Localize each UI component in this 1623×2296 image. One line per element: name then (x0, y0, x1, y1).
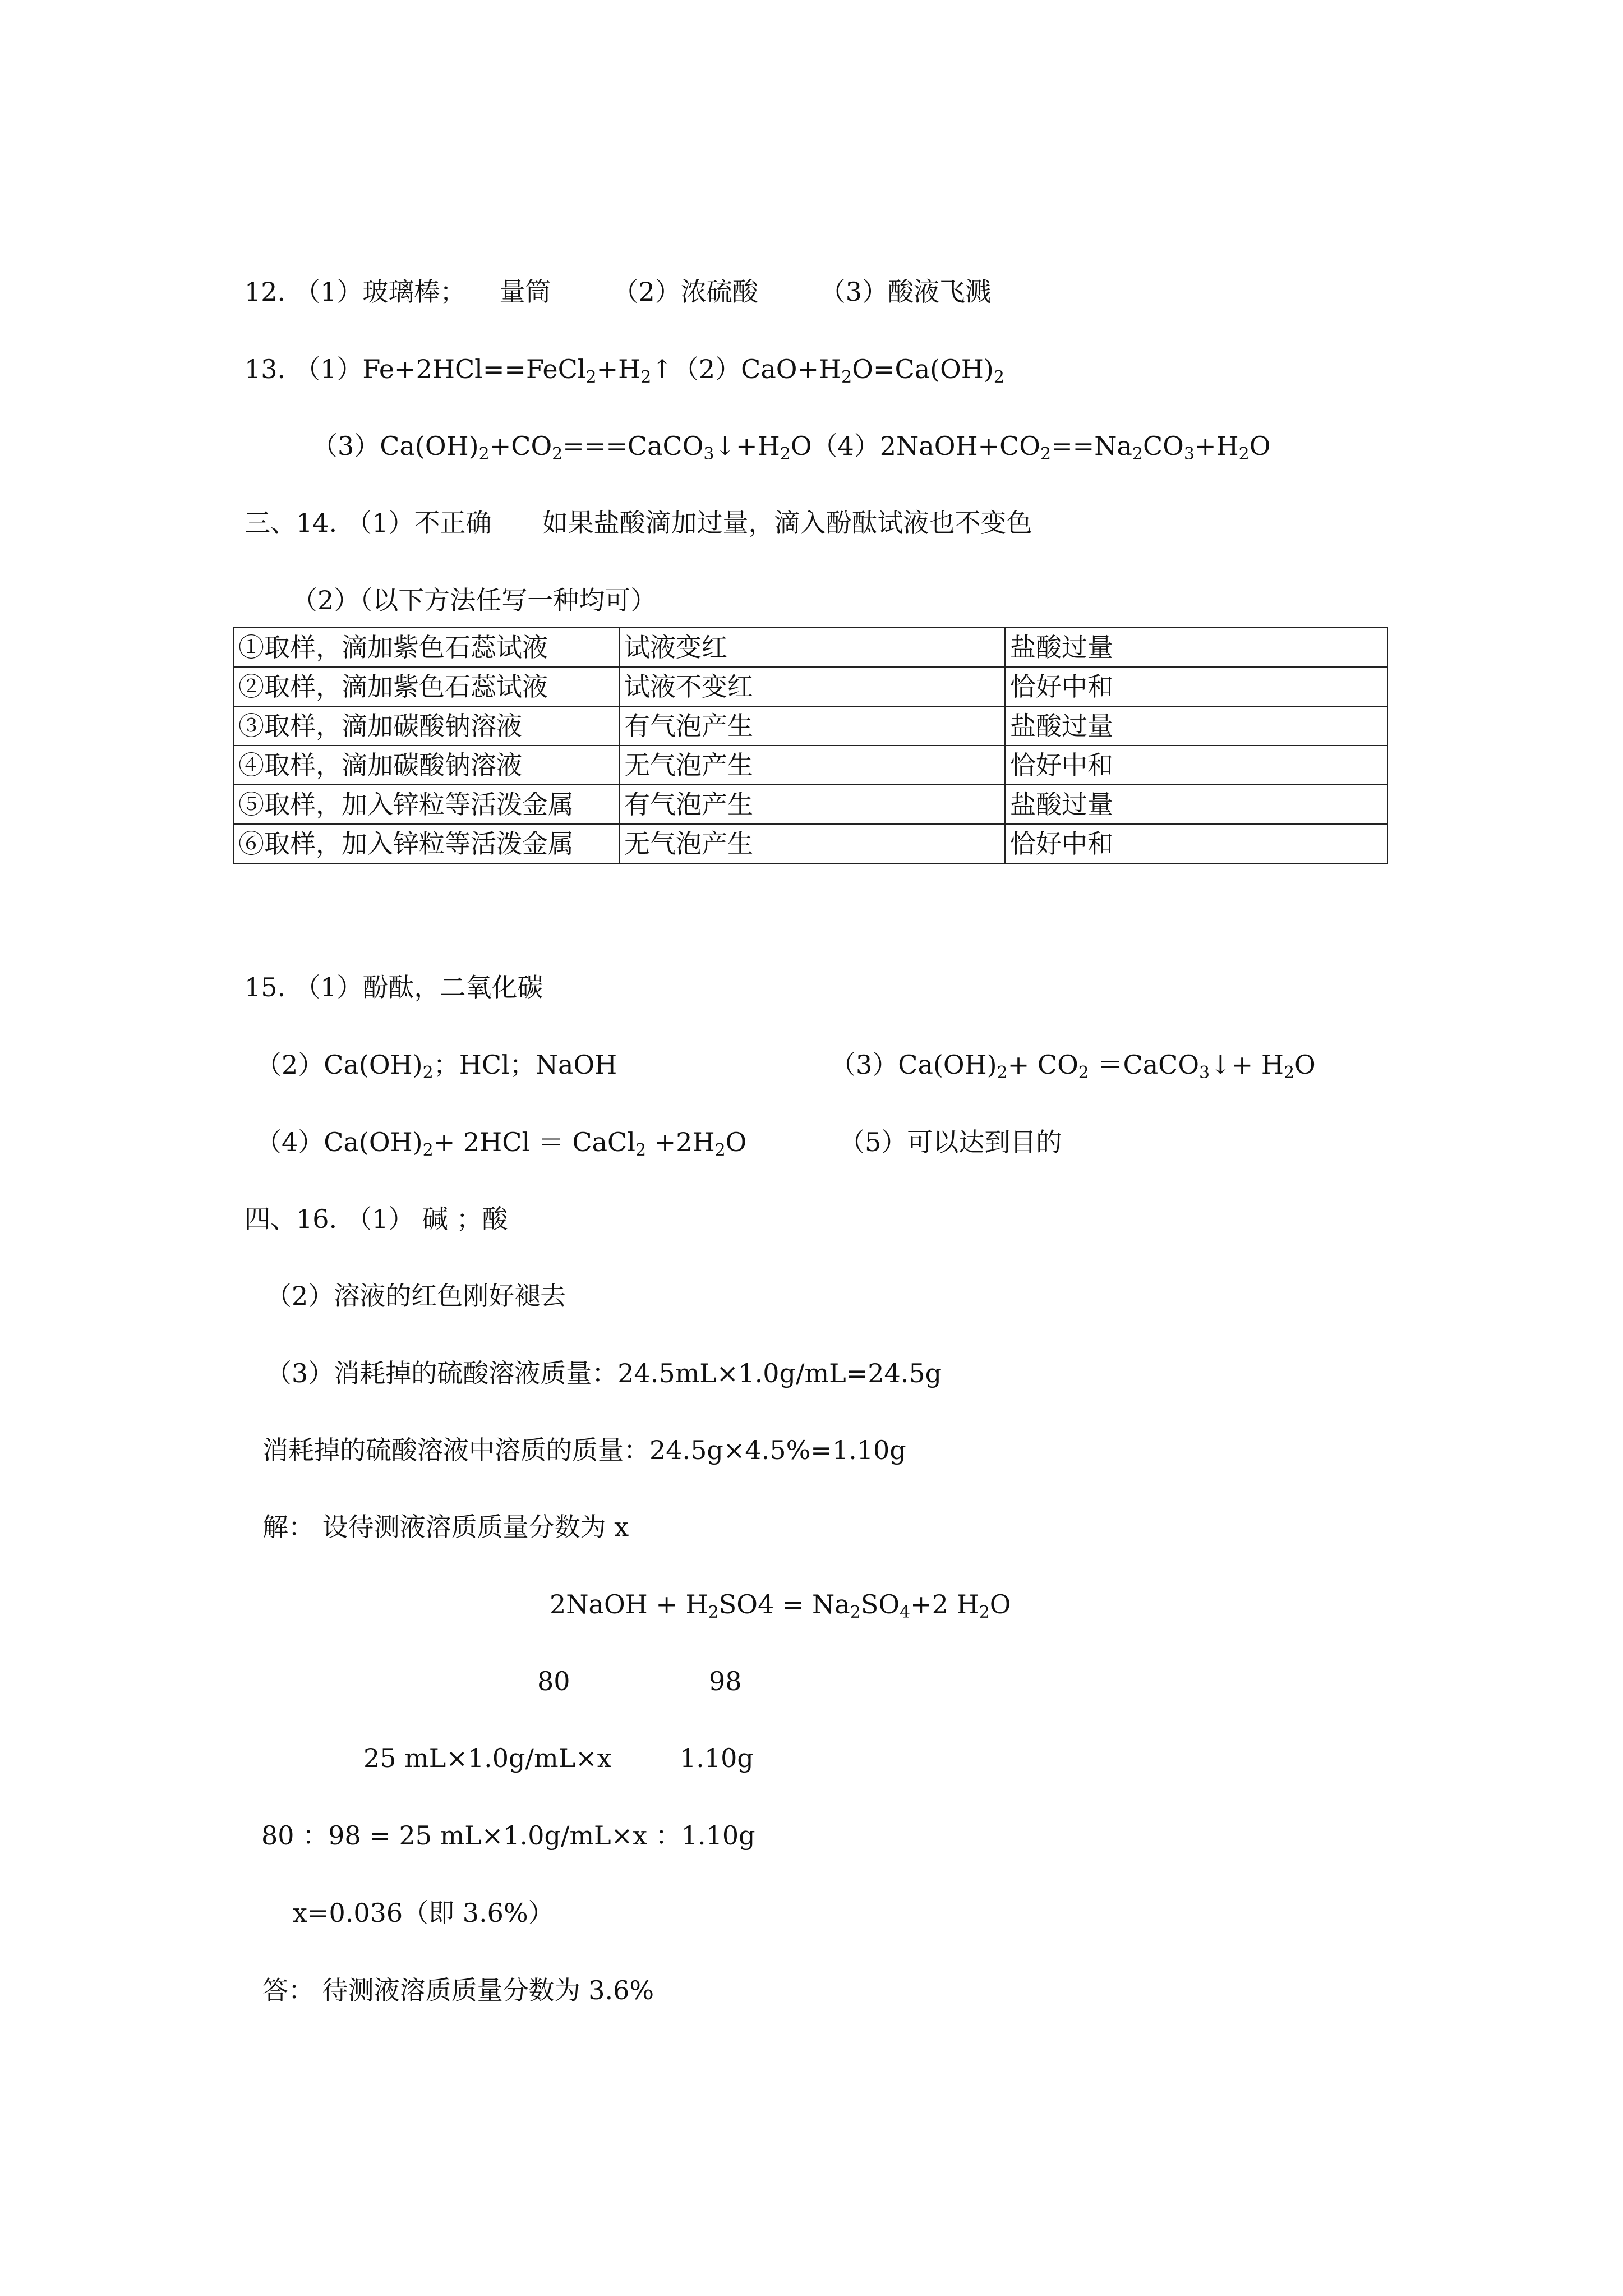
q13-line-1 (245, 352, 1004, 386)
method-table (233, 627, 1388, 864)
q14-line-2 (292, 583, 656, 617)
answer-part: （1）玻璃棒； (294, 277, 466, 307)
question-number: 13. (245, 354, 286, 384)
equation-text: ↓+ H (1210, 1050, 1284, 1080)
molar-mass: 98 (709, 1666, 742, 1696)
equation-text: ==Na (1051, 431, 1132, 461)
answer-part: （1）酚酞，二氧化碳 (294, 972, 543, 1002)
equation-text: O=Ca(OH) (852, 354, 994, 384)
result-line (293, 1896, 554, 1930)
equation-text: ===CaCO (562, 431, 704, 461)
answer-part: （2）溶液的红色刚好褪去 (266, 1281, 566, 1311)
answer-part: （2）（以下方法任写一种均可） (292, 585, 657, 615)
subscript: 2 (841, 367, 852, 387)
q16-line-5 (262, 1510, 629, 1544)
table-cell-method: ③取样，滴加碳酸钠溶液 (233, 706, 619, 746)
equation-text: O (1294, 1050, 1316, 1080)
subscript: 2 (714, 1140, 726, 1160)
equation-text: O (725, 1127, 747, 1157)
table-cell-method: ⑤取样，加入锌粒等活泼金属 (233, 785, 619, 824)
q15-line-1 (245, 970, 543, 1004)
equation-text: ↓+H (714, 431, 780, 461)
subscript: 2 (708, 1603, 719, 1622)
subscript: 2 (478, 444, 490, 464)
question-number: 15. (245, 972, 286, 1002)
table-cell-phenomenon: 有气泡产生 (619, 706, 1005, 746)
q15-line-4 (256, 1125, 746, 1159)
table-row (233, 628, 1387, 667)
subscript: 2 (1040, 444, 1052, 464)
equation-text: ＝CaCO (1089, 1050, 1200, 1080)
table-row (233, 667, 1387, 706)
table-row (233, 785, 1387, 824)
table-cell-phenomenon: 有气泡产生 (619, 785, 1005, 824)
table-cell-method: ⑥取样，加入锌粒等活泼金属 (233, 824, 619, 863)
equation-text: O (989, 1589, 1011, 1619)
quantity: 25 mL×1.0g/mL×x (363, 1743, 612, 1773)
result-value: x=0.036（即 3.6%） (293, 1898, 554, 1928)
table-cell-conclusion: 盐酸过量 (1005, 706, 1387, 746)
equation-text: 2NaOH + H (550, 1589, 708, 1619)
table-cell-phenomenon: 无气泡产生 (619, 746, 1005, 785)
equation-text: +2H (646, 1127, 715, 1157)
subscript: 2 (850, 1603, 861, 1622)
equation-text: （2）Ca(OH) (256, 1050, 423, 1080)
table-cell-conclusion: 恰好中和 (1005, 824, 1387, 863)
molar-mass: 80 (537, 1666, 570, 1696)
answer-part: 量筒 (499, 277, 551, 307)
reaction-equation (550, 1588, 1011, 1621)
equation-text: （4）Ca(OH) (256, 1127, 423, 1157)
equation-text: + 2HCl ＝ CaCl (433, 1127, 635, 1157)
molar-mass-h2so4 (709, 1664, 742, 1698)
equation-text: O (1249, 431, 1271, 461)
answer-part: （1） 碱 ；酸 (346, 1204, 508, 1234)
answer-text: 答： 待测液溶质质量分数为 3.6% (262, 1975, 654, 2005)
subscript: 2 (552, 444, 563, 464)
table-cell-conclusion: 盐酸过量 (1005, 785, 1387, 824)
quantity-h2so4 (680, 1741, 754, 1775)
ratio-equation: 80 ：98 = 25 mL×1.0g/mL×x ：1.10g (261, 1820, 755, 1851)
equation-text: ；HCl；NaOH (433, 1050, 617, 1080)
subscript: 2 (1078, 1063, 1089, 1083)
answer-part: 如果盐酸滴加过量，滴入酚酞试液也不变色 (542, 508, 1032, 538)
equation-text: O（4）2NaOH+CO (790, 431, 1041, 461)
subscript: 2 (1132, 444, 1143, 464)
table-cell-phenomenon: 试液不变红 (619, 667, 1005, 706)
subscript: 2 (979, 1603, 990, 1622)
subscript: 2 (422, 1063, 434, 1083)
answer-part: （3）消耗掉的硫酸溶液质量：24.5mL×1.0g/mL=24.5g (266, 1358, 942, 1388)
equation-text: ↑（2）CaO+H (651, 354, 842, 384)
equation-text: SO (860, 1589, 900, 1619)
table-row (233, 746, 1387, 785)
quantity-naoh (363, 1741, 612, 1775)
subscript: 3 (703, 444, 714, 464)
q13-line-2 (312, 429, 1270, 463)
subscript: 2 (997, 1063, 1008, 1083)
subscript: 2 (1238, 444, 1249, 464)
q14-line-1 (245, 506, 1032, 540)
equation-text: +CO (489, 431, 552, 461)
subscript: 2 (780, 444, 791, 464)
q16-line-4 (262, 1433, 906, 1467)
subscript: 2 (640, 367, 652, 387)
equation-text: （1）Fe+2HCl==FeCl (294, 354, 586, 384)
table-row (233, 824, 1387, 863)
q16-line-3 (266, 1356, 942, 1390)
subscript: 2 (635, 1140, 647, 1160)
table-cell-phenomenon: 无气泡产生 (619, 824, 1005, 863)
subscript: 4 (900, 1603, 911, 1622)
subscript: 3 (1183, 444, 1195, 464)
ratio-line (261, 1819, 755, 1852)
table-cell-phenomenon: 试液变红 (619, 628, 1005, 667)
q15-line-2 (256, 1048, 617, 1082)
answer-part: （2）浓硫酸 (612, 277, 758, 307)
q16-line-2 (266, 1279, 566, 1313)
table-row (233, 706, 1387, 746)
equation-text: CO (1142, 431, 1184, 461)
answer-part: 消耗掉的硫酸溶液中溶质的质量：24.5g×4.5%=1.10g (262, 1435, 906, 1465)
final-answer (262, 1973, 654, 2007)
subscript: 2 (422, 1140, 434, 1160)
table-cell-method: ④取样，滴加碳酸钠溶液 (233, 746, 619, 785)
quantity: 1.10g (680, 1743, 754, 1773)
equation-text: +2 H (910, 1589, 979, 1619)
equation-text: +H (1194, 431, 1239, 461)
question-number: 四、16. (245, 1204, 338, 1234)
q12-line (245, 275, 991, 309)
equation-text: + CO (1007, 1050, 1078, 1080)
q16-line-1 (245, 1202, 508, 1236)
subscript: 3 (1199, 1063, 1210, 1083)
answer-part: （5）可以达到目的 (839, 1127, 1062, 1157)
q15-line-3 (830, 1048, 1316, 1082)
table-cell-conclusion: 恰好中和 (1005, 746, 1387, 785)
table-cell-conclusion: 盐酸过量 (1005, 628, 1387, 667)
subscript: 2 (585, 367, 597, 387)
subscript: 2 (1283, 1063, 1295, 1083)
question-number: 12. (245, 277, 286, 307)
subscript: 2 (993, 367, 1004, 387)
question-number: 三、14. (245, 508, 338, 538)
q15-line-5 (839, 1125, 1062, 1159)
answer-part: （3）酸液飞溅 (819, 277, 991, 307)
equation-text: +H (596, 354, 641, 384)
answer-part: （1）不正确 (346, 508, 492, 538)
equation-text: （3）Ca(OH) (312, 431, 479, 461)
equation-text: （3）Ca(OH) (830, 1050, 997, 1080)
answer-part: 解： 设待测液溶质质量分数为 x (262, 1512, 629, 1542)
equation-text: SO4 = Na (718, 1589, 850, 1619)
molar-mass-naoh (537, 1664, 570, 1698)
table-cell-method: ②取样，滴加紫色石蕊试液 (233, 667, 619, 706)
table-cell-method: ①取样，滴加紫色石蕊试液 (233, 628, 619, 667)
table-cell-conclusion: 恰好中和 (1005, 667, 1387, 706)
